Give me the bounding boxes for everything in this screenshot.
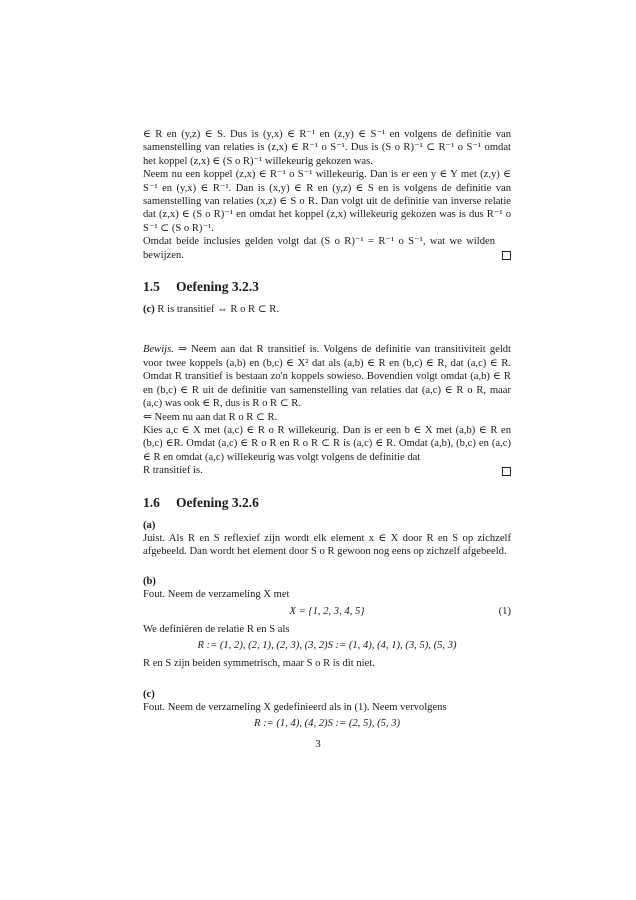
section-heading-1-6 bbox=[143, 495, 511, 511]
proof-conclusion-text: Omdat beide inclusies gelden volgt dat (S o R)⁻¹ = R⁻¹ o S⁻¹, wat we wilden bewijzen. bbox=[143, 236, 495, 261]
part-c-label: (c) bbox=[143, 688, 155, 700]
proof-1-5-body bbox=[143, 343, 511, 410]
equation-1-tag: (1) bbox=[498, 605, 511, 617]
part-b-label: (b) bbox=[143, 576, 156, 588]
statement-c bbox=[143, 303, 511, 316]
equation-1-body: X = {1, 2, 3, 4, 5} bbox=[289, 605, 365, 617]
proof-text: ⇒ Neem aan dat R transitief is. Volgens de definitie van transitiviteit geldt voor twee koppels (a,b) en (b,c) ∈ X² dat als (a,b) ∈ R en (b,c) ∈ R, dat (a,c) ∈ R. Omdat R transitief is bestaan zo'n koppels sowieso. Bovendien volgt omdat (a,b) ∈ R en (b,c) ∈ R uit de definitie van samenstelling van relaties dat (a,c) ∈ R o R, maar (a,c) was ook ∈ R, dus is R o R ⊂ R. bbox=[143, 344, 512, 410]
proof-1-5-line3: Kies a,c ∈ X met (a,c) ∈ R o R willekeurig. Dan is er een b ∈ X met (a,b) ∈ R en (b,c) ∈R. Omdat (a,c) ∈ R o R en R o R ⊂ R is (a,c) ∈ R. Omdat (a,b), (b,c) en (a,c) ∈ R en omdat (a,c) willekeurig was volgt volgens de definitie dat bbox=[143, 424, 511, 463]
part-a-text: Juist. Als R en S reflexief zijn wordt elk element x ∈ X door R en S op zichzelf afgebeeld. Dan wordt het element door S o R gewoon nog eens op zichzelf afgebeeld. bbox=[143, 532, 511, 557]
proof-1-5-end bbox=[143, 464, 511, 477]
part-b-mid: We definiëren de relatie R en S als bbox=[143, 623, 290, 635]
section-number: 1.6 bbox=[143, 494, 160, 510]
equation-relations-c-body: R := (1, 4), (4, 2)S := (2, 5), (5, 3) bbox=[253, 717, 401, 729]
part-b-outro: R en S zijn beiden symmetrisch, maar S o R is dit niet. bbox=[143, 658, 375, 670]
section-title: Oefening 3.2.6 bbox=[176, 494, 259, 510]
statement-text: R is transitief ⇔ R o R ⊂ R. bbox=[157, 304, 280, 316]
section-heading-1-5 bbox=[143, 279, 511, 295]
proof-1-5-last: R transitief is. bbox=[143, 465, 203, 477]
statement-label: (c) bbox=[143, 304, 155, 316]
proof-paragraph-1: ∈ R en (y,z) ∈ S. Dus is (y,x) ∈ R⁻¹ en (z,y) ∈ S⁻¹ en volgens de definitie van samenstelling van relaties is (z,x) ∈ R⁻¹ o S⁻¹. Dus is (S o R)⁻¹ ⊂ R⁻¹ o S⁻¹ omdat het koppel (z,x) ∈ (S o R)⁻¹ willekeurig gekozen was. bbox=[143, 129, 511, 167]
equation-relations-c bbox=[143, 717, 511, 731]
proof-conclusion bbox=[143, 235, 511, 262]
proof-1-5-line2: ⇐ Neem nu aan dat R o R ⊂ R. bbox=[143, 411, 278, 423]
qed-icon bbox=[502, 467, 511, 476]
equation-1 bbox=[143, 605, 511, 619]
part-b-intro: Fout. Neem de verzameling X met bbox=[143, 589, 290, 601]
section-title: Oefening 3.2.3 bbox=[176, 279, 259, 295]
section-number: 1.5 bbox=[143, 279, 160, 295]
proof-paragraph-2: Neem nu een koppel (z,x) ∈ R⁻¹ o S⁻¹ willekeurig. Dan is er een y ∈ Y met (z,y) ∈ S⁻¹ en (y,x) ∈ R⁻¹. Dan is (x,y) ∈ R en (y,z) ∈ S en is volgens de definitie van samenstelling van relaties (x,z) ∈ S o R. Dan volgt uit de definitie van inverse relatie dat (z,x) ∈ (S o R)⁻¹ en omdat het koppel (z,x) willekeurig gekozen was is dus R⁻¹ o S⁻¹ ⊂ (S o R)⁻¹. bbox=[143, 169, 511, 234]
part-a-label: (a) bbox=[143, 519, 156, 531]
part-c-intro: Fout. Neem de verzameling X gedefinieerd als in (1). Neem vervolgens bbox=[143, 701, 447, 713]
page-number: 3 bbox=[315, 738, 321, 750]
page-content bbox=[143, 128, 511, 731]
proof-label: Bewijs. bbox=[143, 344, 174, 356]
equation-relations-b-body: R := (1, 2), (2, 1), (2, 3), (3, 2)S := (1, 4), (4, 1), (3, 5), (5, 3) bbox=[197, 640, 457, 652]
equation-relations-b bbox=[143, 639, 511, 653]
qed-icon bbox=[502, 251, 511, 260]
